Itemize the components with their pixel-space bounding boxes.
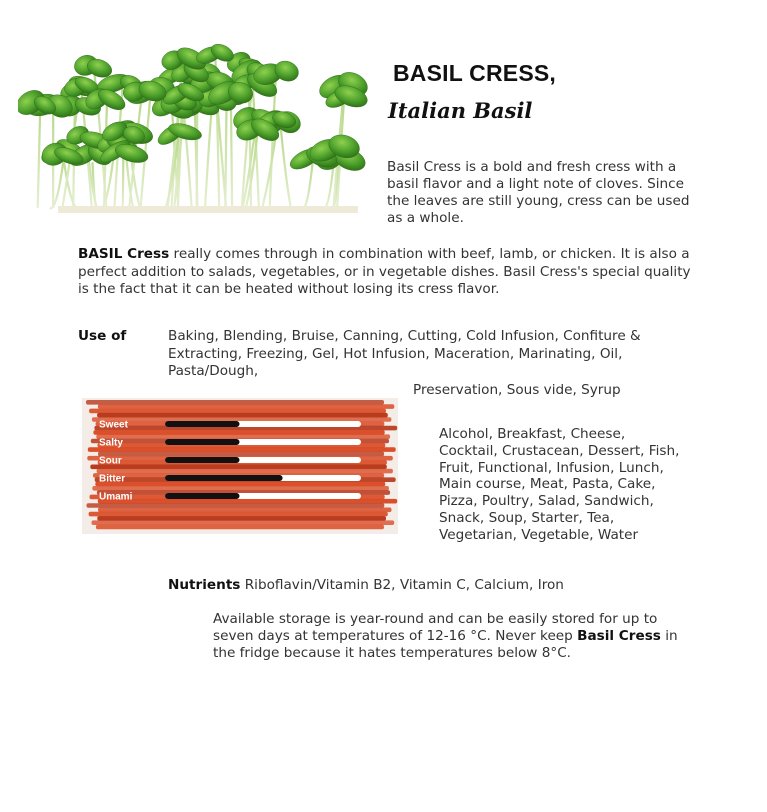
product-title: BASIL CRESS, — [393, 60, 557, 86]
storage-bold: Basil Cress — [577, 628, 661, 644]
nutrients-line — [168, 577, 564, 593]
taste-level-umami — [165, 493, 240, 499]
basil-cress-photo — [18, 38, 370, 213]
taste-level-sweet — [165, 421, 240, 427]
pairings-list: Alcohol, Breakfast, Cheese, Cocktail, Crustacean, Dessert, Fish, Fruit, Functional, Infusion, Lunch, Main course, Meat, Pasta, Cake, Pizza, Poultry, Salad, Sandwich, Snack, Soup, Starter, Tea, Vegetarian, Vegetable, Water — [439, 426, 680, 543]
taste-level-bitter — [165, 475, 283, 481]
intro-paragraph: Basil Cress is a bold and fresh cress with a basil flavor and a light note of cloves. Since the leaves are still young, cress can be used as a whole. — [387, 159, 690, 226]
taste-label-bitter: Bitter — [99, 473, 126, 485]
taste-label-umami: Umami — [99, 491, 133, 503]
storage-text-after: in the fridge because it hates temperatures below 8°C. — [213, 628, 678, 661]
taste-level-salty — [165, 439, 240, 445]
use-of-label: Use of — [78, 328, 127, 344]
storage-text-before: Available storage is year-round and can be easily stored for up to seven days at temperatures of 12-16 °C. Never keep — [213, 611, 658, 644]
taste-profile-graphic — [82, 392, 402, 540]
nutrients-label: Nutrients — [168, 577, 241, 593]
use-of-values: Baking, Blending, Bruise, Canning, Cutting, Cold Infusion, Confiture & Extracting, Freezing, Gel, Hot Infusion, Maceration, Marinating, Oil, Pasta/Dough, — [168, 328, 641, 379]
description-text: really comes through in combination with beef, lamb, or chicken. It is also a perfect addition to salads, vegetables, or in vegetable dishes. Basil Cress's special quality is the fact that it can be heated without losing its cress flavor. — [78, 246, 691, 297]
nutrients-values: Riboflavin/Vitamin B2, Vitamin C, Calcium, Iron — [240, 577, 564, 593]
description-bold-lead: BASIL Cress — [78, 246, 170, 262]
taste-level-sour — [165, 457, 240, 463]
product-subtitle: Italian Basil — [388, 98, 533, 123]
description-paragraph — [78, 246, 698, 299]
use-of-values-continued: Preservation, Sous vide, Syrup — [413, 382, 621, 398]
taste-label-sour: Sour — [99, 455, 122, 467]
storage-paragraph — [213, 611, 693, 662]
taste-label-salty: Salty — [99, 437, 123, 449]
taste-label-sweet: Sweet — [99, 419, 128, 431]
